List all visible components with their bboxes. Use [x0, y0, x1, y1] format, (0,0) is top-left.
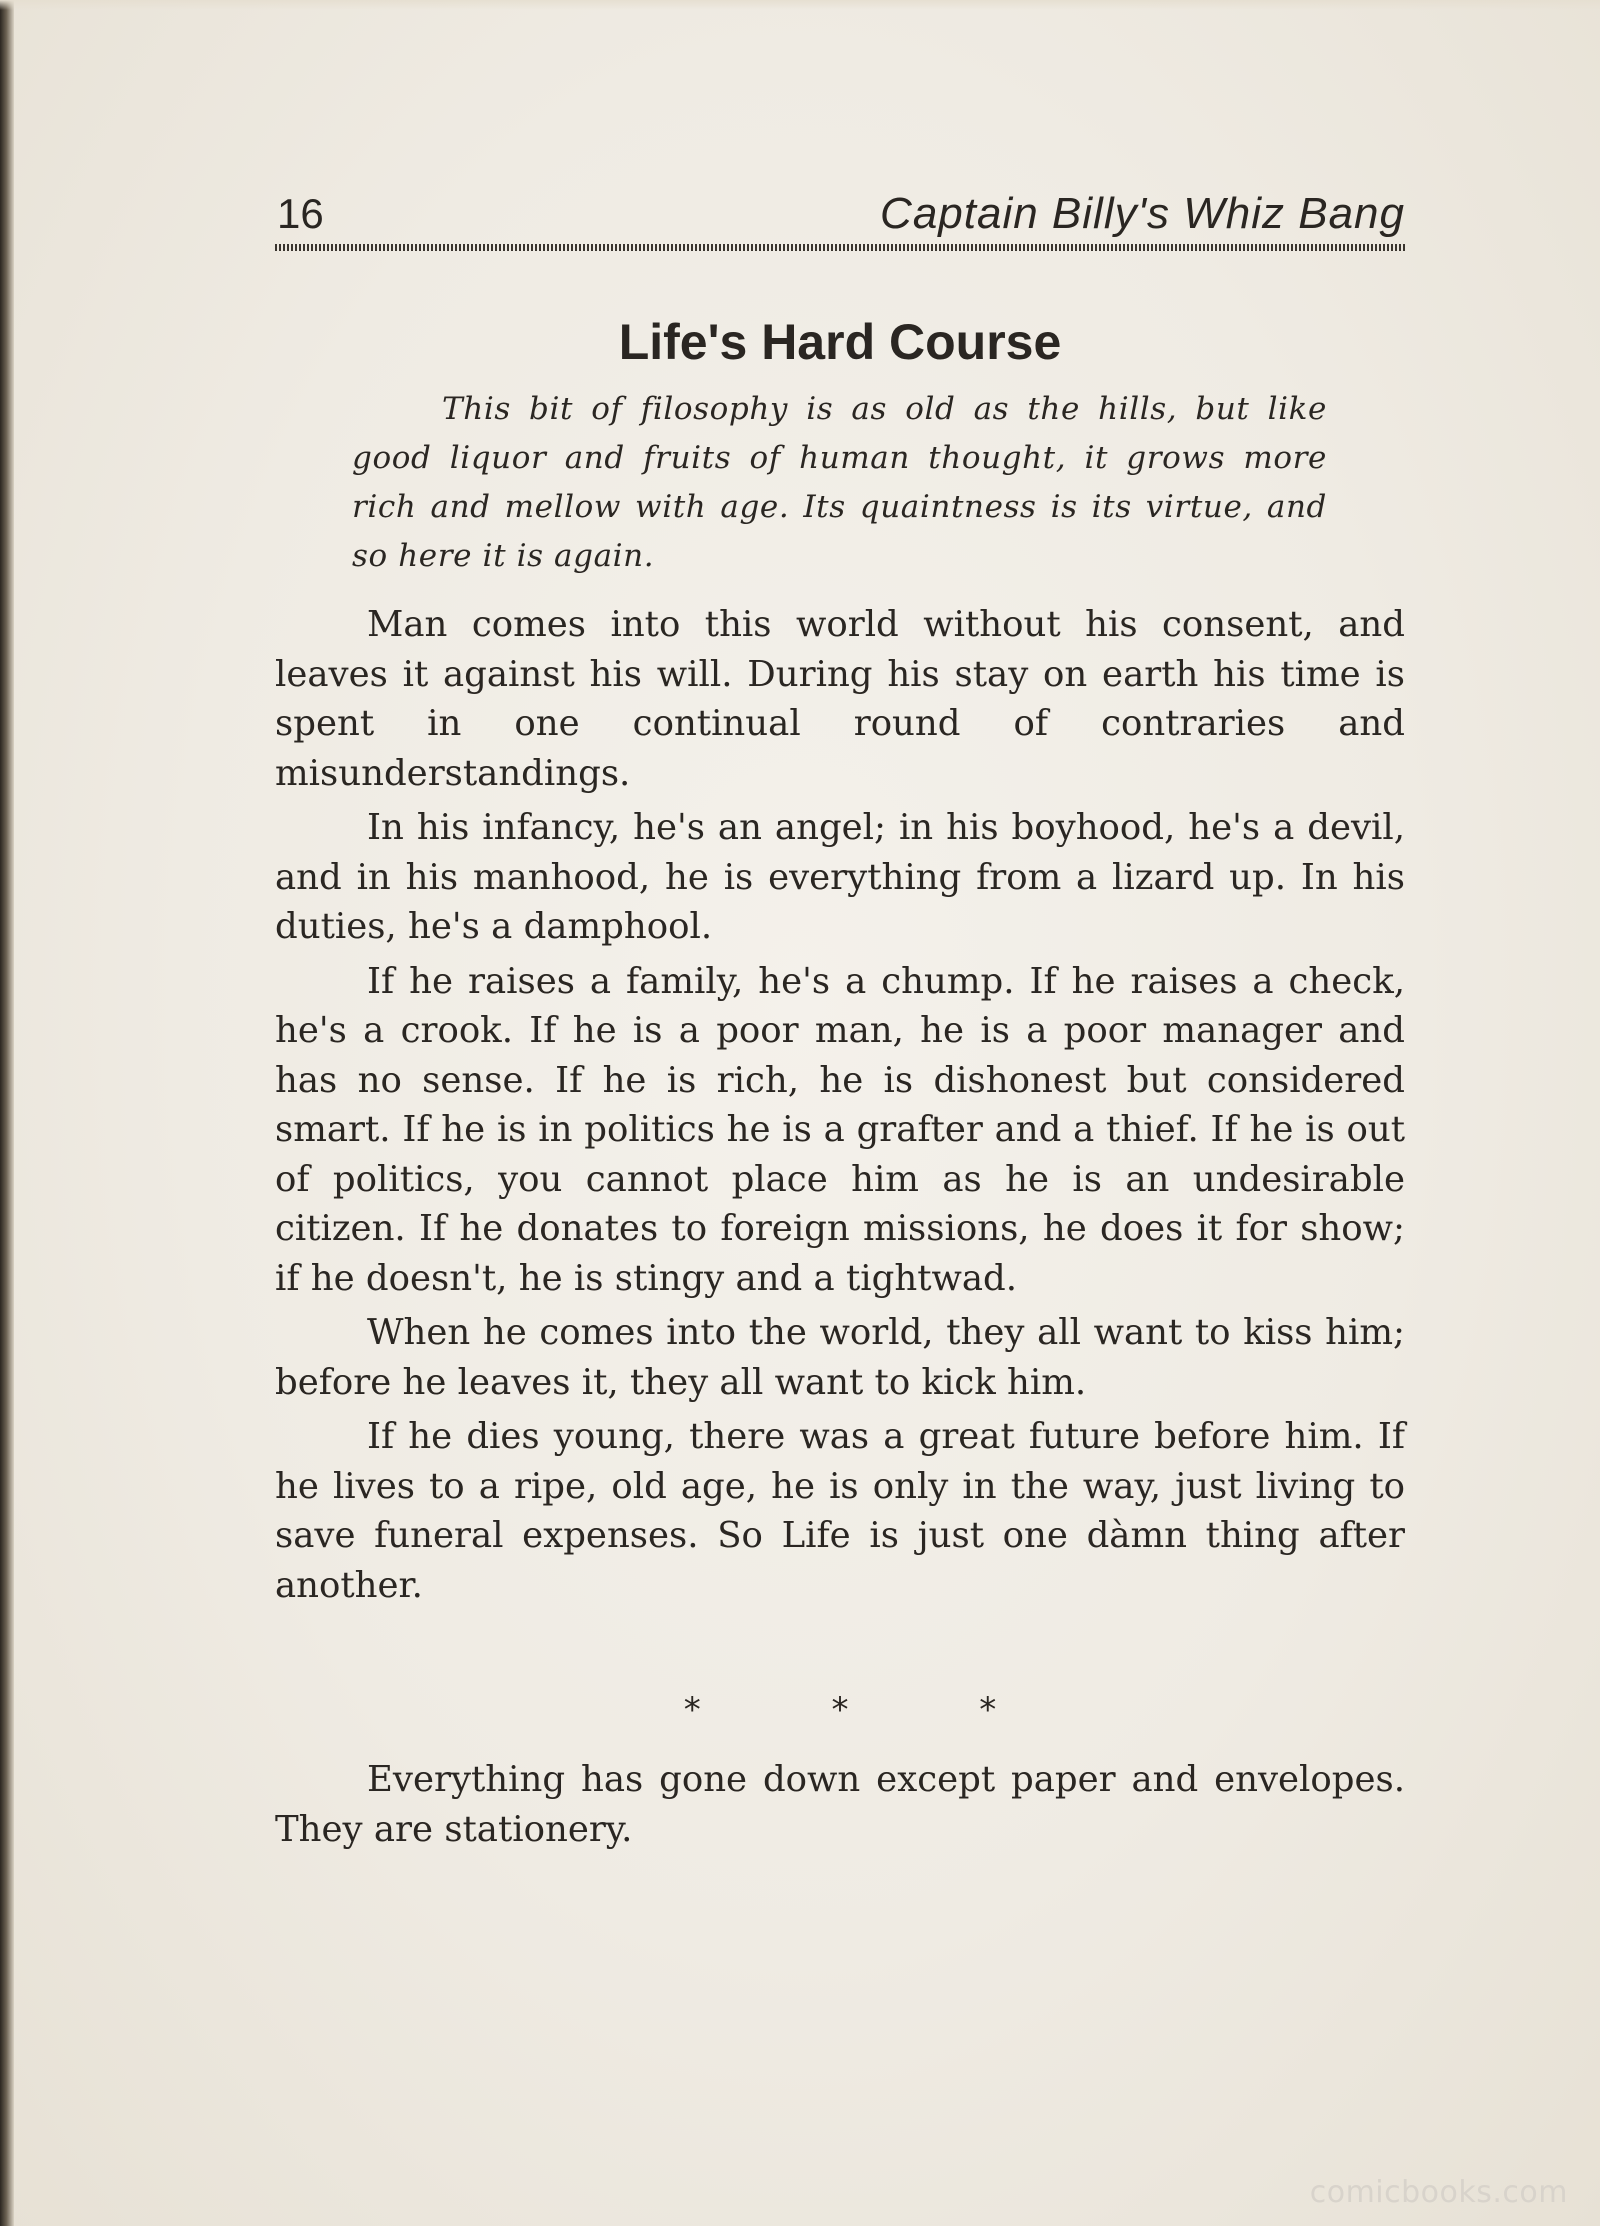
- body-paragraph: If he dies young, there was a great future before him. If he lives to a ripe, old age, he is only in the way, just living to save funeral expenses. So Life is just one dàmn thing after another.: [275, 1416, 1405, 1606]
- section-separator: * * *: [683, 1690, 1057, 1730]
- page-header: [275, 186, 1405, 242]
- article-body: [275, 600, 1405, 1615]
- page-number: 16: [277, 190, 324, 237]
- joke-paragraph: Everything has gone down except paper and envelopes. They are stationery.: [275, 1759, 1405, 1850]
- watermark: comicbooks.com: [1309, 2175, 1568, 2210]
- body-paragraph: In his infancy, he's an angel; in his boyhood, he's a devil, and in his manhood, he is everything from a lizard up. In his duties, he's a damphool.: [275, 807, 1405, 947]
- body-paragraph: When he comes into the world, they all want to kiss him; before he leaves it, they all want to kick him.: [275, 1312, 1405, 1403]
- page-top-edge: [0, 0, 1600, 10]
- article-title: Life's Hard Course: [618, 314, 1062, 370]
- body-paragraph: Man comes into this world without his consent, and leaves it against his will. During his stay on earth his time is spent in one continual round of contraries and misunderstandings.: [275, 604, 1405, 794]
- running-title: Captain Billy's Whiz Bang: [880, 189, 1405, 238]
- article-intro: This bit of filosophy is as old as the hills, but like good liquor and fruits of human thought, it grows more rich and mellow with age. Its quaintness is its virtue, and so here it is again.: [352, 391, 1327, 574]
- page-binding-edge: [0, 0, 14, 2226]
- header-rule: [275, 244, 1405, 251]
- body-paragraph: If he raises a family, he's a chump. If he raises a check, he's a crook. If he is a poor man, he is a poor manager and has no sense. If he is rich, he is dishonest but considered smart. If he is in politics he is a grafter and a thief. If he is out of politics, you cannot place him as he is an undesirable citizen. If he donates to foreign missions, he does it for show; if he doesn't, he is stingy and a tightwad.: [275, 960, 1405, 1299]
